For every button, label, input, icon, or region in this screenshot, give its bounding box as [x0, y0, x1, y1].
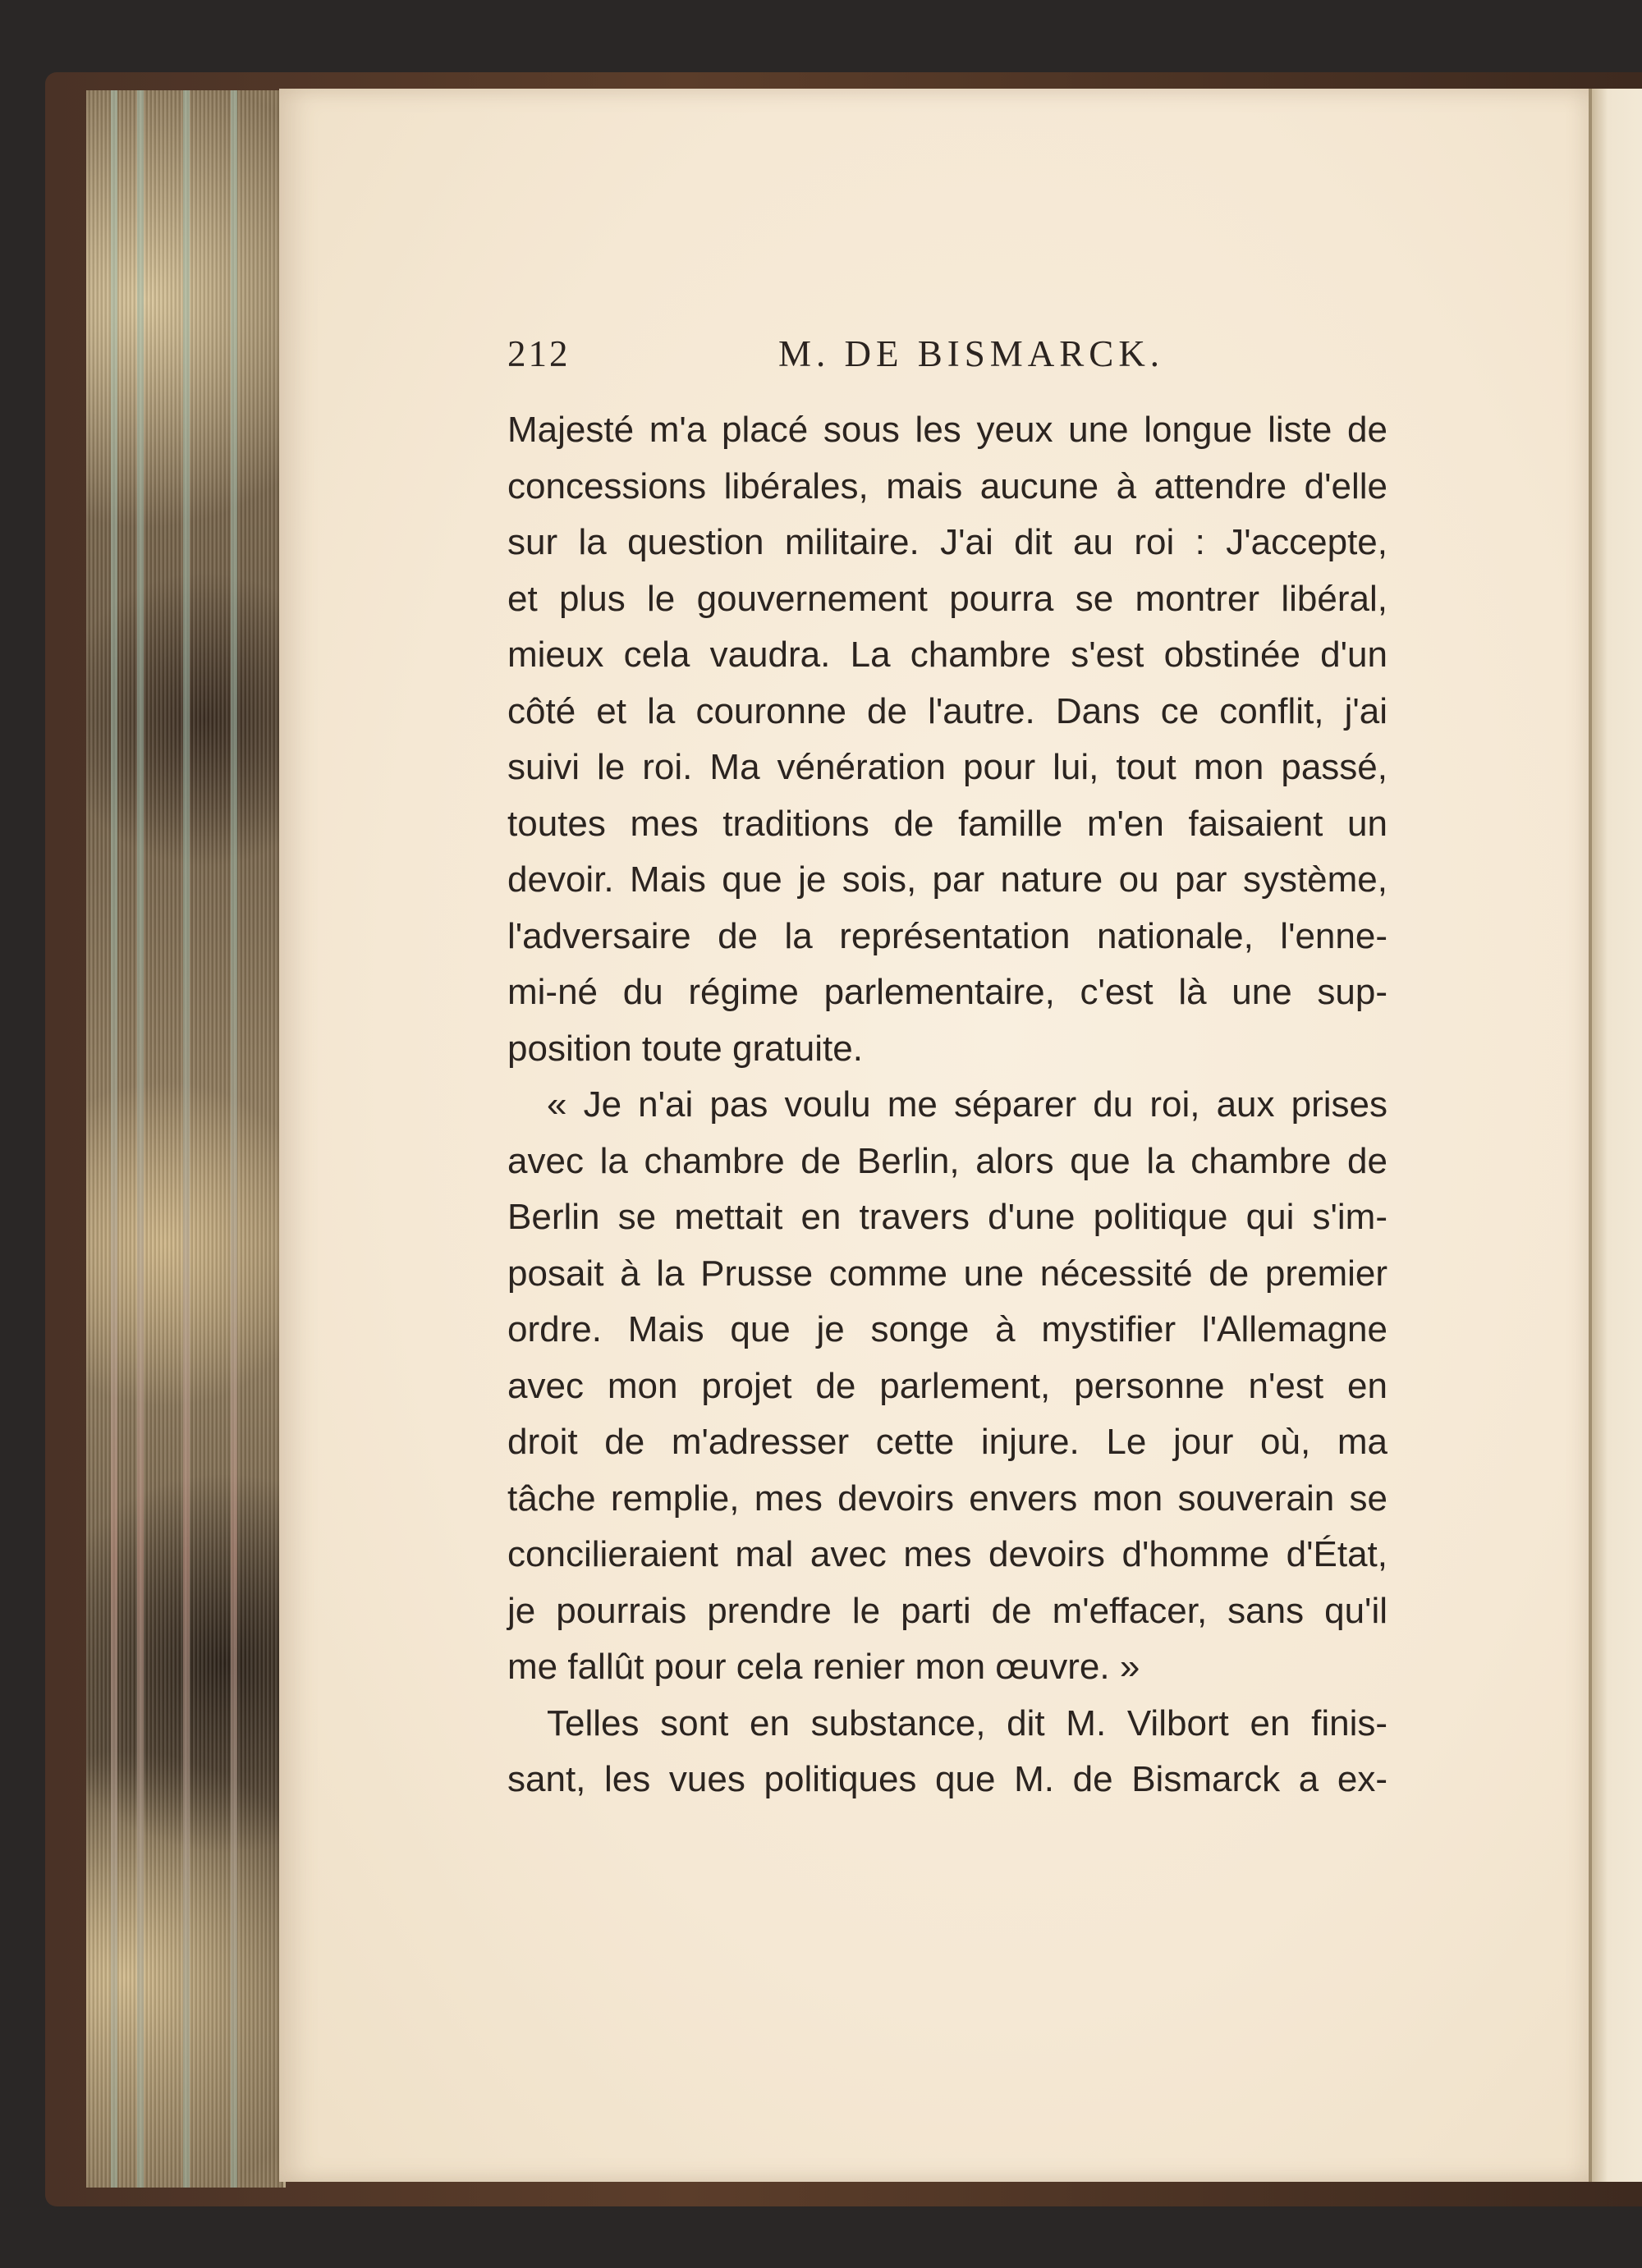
text-line: « Je n'ai pas voulu me séparer du roi, aux prises [547, 1084, 1387, 1125]
text-line: droit de m'adresser cette injure. Le jour où, ma [507, 1422, 1387, 1462]
text-line: sur la question militaire. J'ai dit au roi : J'accepte, [507, 522, 1387, 562]
text-line: tâche remplie, mes devoirs envers mon souverain se [507, 1478, 1387, 1519]
body-text [507, 402, 1387, 1808]
text-line: me fallût pour cela renier mon œuvre. » [507, 1647, 1140, 1687]
page-header [507, 332, 1378, 390]
text-line: mieux cela vaudra. La chambre s'est obstinée d'un [507, 635, 1387, 675]
text-line: devoir. Mais que je sois, par nature ou par système, [507, 859, 1387, 900]
page-edges [86, 90, 286, 2188]
page-number: 212 [507, 333, 571, 374]
text-line: Majesté m'a placé sous les yeux une longue liste de [507, 410, 1387, 450]
text-line: concilieraient mal avec mes devoirs d'homme d'État, [507, 1534, 1387, 1574]
text-line: et plus le gouvernement pourra se montrer libéral, [507, 578, 1387, 619]
text-line: côté et la couronne de l'autre. Dans ce conflit, j'ai [507, 690, 1387, 731]
facing-page-edge [1589, 89, 1642, 2182]
text-line: Berlin se mettait en travers d'une politique qui s'im- [507, 1197, 1387, 1237]
text-line: mi-né du régime parlementaire, c'est là une sup- [507, 972, 1387, 1012]
text-line: suivi le roi. Ma vénération pour lui, tout mon passé, [507, 747, 1387, 787]
text-line: je pourrais prendre le parti de m'effacer, sans qu'il [507, 1590, 1387, 1631]
text-line: position toute gratuite. [507, 1028, 863, 1069]
text-line: ordre. Mais que je songe à mystifier l'Allemagne [507, 1309, 1387, 1349]
text-line: sant, les vues politiques que M. de Bismarck a ex- [507, 1759, 1387, 1799]
text-line: avec la chambre de Berlin, alors que la chambre de [507, 1140, 1387, 1181]
running-title: M. DE BISMARCK. [778, 333, 1165, 374]
text-line: avec mon projet de parlement, personne n'est en [507, 1365, 1387, 1406]
text-line: toutes mes traditions de famille m'en faisaient un [507, 803, 1387, 844]
text-line: posait à la Prusse comme une nécessité de premier [507, 1253, 1387, 1294]
text-line: concessions libérales, mais aucune à attendre d'elle [507, 465, 1387, 506]
text-line: Telles sont en substance, dit M. Vilbort en finis- [547, 1702, 1387, 1743]
text-line: l'adversaire de la représentation nationale, l'enne- [507, 915, 1387, 956]
